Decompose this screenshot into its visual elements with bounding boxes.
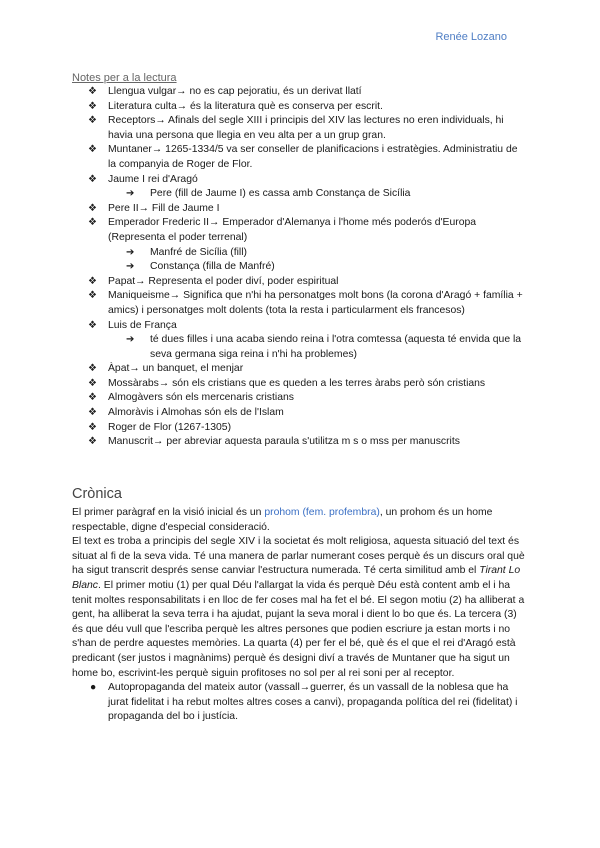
- diamond-bullet-icon: ❖: [88, 421, 97, 433]
- diamond-bullet-icon: ❖: [88, 392, 97, 404]
- cronica-body: [72, 506, 530, 725]
- diamond-bullet-icon: ❖: [88, 100, 97, 112]
- note-item: ❖ Receptors→ Afinals del segle XIII i principis del XIV las lectures no eren individuals, hi havia una persona que llegia en veu alta per a un grup gran.: [88, 115, 504, 141]
- note-subitems: [108, 333, 528, 362]
- diamond-bullet-icon: ❖: [88, 319, 97, 331]
- diamond-bullet-icon: ❖: [88, 86, 97, 97]
- diamond-bullet-icon: ❖: [88, 290, 97, 302]
- notes-title: Notes per a la lectura: [72, 72, 177, 84]
- diamond-bullet-icon: ❖: [88, 202, 97, 214]
- note-item: ❖ Roger de Flor (1267-1305): [88, 421, 528, 436]
- diamond-bullet-icon: ❖: [88, 377, 97, 389]
- note-item: ❖ Mossàrabs→ són els cristians que es queden a les terres àrabs però són cristians: [88, 377, 528, 392]
- note-item: ❖ Jaume I rei d'Aragó ➔ Pere (fill de Jaume I) es cassa amb Constança de Sicília: [88, 173, 528, 202]
- note-item: ❖ Manuscrit→ per abreviar aquesta paraula s'utilitza m s o mss per manuscrits: [88, 435, 528, 450]
- diamond-bullet-icon: ❖: [88, 115, 97, 127]
- note-item: ❖ Pere II→ Fill de Jaume I: [88, 202, 528, 217]
- notes-list: [88, 85, 528, 450]
- paragraph-2: El text es troba a principis del segle XIV i la societat és molt religiosa, aquesta situació del text és situat al fi de la seva vida. Té una manera de parlar numerant coses perquè és un discurs oral què ha sigut transcrit després sense canviar l'estructura numerada. Té certa similitud amb el Tirant Lo Blanc. El primer motiu (1) per qual Déu l'allargat la vida és perquè Déu està content amb el i ha tenit moltes responsabilitats i en lloc de fer coses mal ha fet el bé. El segon motiu (2) ha alliberat a gent, ha alliberat la seva terra i ha ajudat, pujant la seva moral i dient lo bo que és. La tercera (3) és que déu vull que l'escriba perquè les altres persones que podien escriure ja estan morts i no s'han de perdre aquestes memòries. La quarta (4) per fer el bé, què és el que el rei d'Aragó està predicant (ser justos i magnànims) perquè és designi diví a través de Muntaner que ha sigut un home bo, escrivint-les perquè siguin profitoses no sol per al rei soni per al receptor.: [72, 536, 525, 679]
- note-item: ❖ Emperador Frederic II→ Emperador d'Alemanya i l'home més poderós d'Europa (Representa el poder terrenal) ➔ Manfré de Sicília (fill) ➔ Constança (filla de Manfré): [88, 216, 528, 274]
- section-title-cronica: Crònica: [72, 486, 122, 502]
- cronica-bullets: [72, 681, 530, 725]
- note-subitems: [108, 187, 528, 202]
- note-subitem: ➔ Manfré de Sicília (fill): [108, 246, 528, 261]
- diamond-bullet-icon: ❖: [88, 217, 97, 229]
- arrow-bullet-icon: ➔: [126, 261, 135, 273]
- note-item: ❖ Almoràvis i Almohas són els de l'Islam: [88, 406, 528, 421]
- diamond-bullet-icon: ❖: [88, 363, 97, 375]
- note-item: ❖ Maniqueisme→ Significa que n'hi ha personatges molt bons (la corona d'Aragó + família + amics) i personatges molt dolents (tota la resta i particularment els francesos): [88, 290, 523, 316]
- diamond-bullet-icon: ❖: [88, 407, 97, 419]
- note-subitem: ➔ té dues filles i una acaba siendo reina i l'otra comtessa (aquesta té envida que la seva germana siga reina i n'hi ha problemes): [126, 334, 522, 360]
- note-subitem: ➔ Pere (fill de Jaume I) es cassa amb Constança de Sicília: [108, 187, 528, 202]
- note-item: ❖ Àpat→ un banquet, el menjar: [88, 362, 528, 377]
- note-item: ❖ Muntaner→ 1265-1334/5 va ser conseller de planificacions i estratègies. Administratiu de la companyia de Roger de Flor.: [88, 144, 518, 170]
- note-subitems: [108, 246, 528, 275]
- arrow-bullet-icon: ➔: [126, 246, 135, 258]
- note-item: ❖ Llengua vulgar→ no es cap pejoratiu, és un derivat llatí: [88, 85, 528, 100]
- diamond-bullet-icon: ❖: [88, 275, 97, 287]
- note-item: ❖ Papat→ Representa el poder diví, poder espiritual: [88, 275, 528, 290]
- bullet-dot-icon: ●: [90, 682, 97, 694]
- prohom-link[interactable]: prohom (fem. profembra): [264, 507, 380, 518]
- list-item: ● Autopropaganda del mateix autor (vassall→guerrer, és un vassall de la noblesa que ha jurat fidelitat i ha rebut moltes altres coses a canvi), propaganda política del rei (fidelitat) i propaganda del bo i justícia.: [90, 682, 518, 723]
- note-item: ❖ Almogàvers són els mercenaris cristians: [88, 391, 528, 406]
- note-item: ❖ Literatura culta→ és la literatura què es conserva per escrit.: [88, 100, 528, 115]
- arrow-bullet-icon: ➔: [126, 188, 135, 200]
- diamond-bullet-icon: ❖: [88, 436, 97, 448]
- author-name: Renée Lozano: [435, 31, 507, 43]
- diamond-bullet-icon: ❖: [88, 144, 97, 156]
- paragraph-1: El primer paràgraf en la visió inicial és un prohom (fem. profembra), un prohom és un home respectable, digne d'especial consideració.: [72, 507, 493, 533]
- note-item: ❖ Luis de França ➔ té dues filles i una acaba siendo reina i l'otra comtessa (aquesta té envida que la seva germana siga reina i n'hi ha problemes): [88, 319, 528, 363]
- diamond-bullet-icon: ❖: [88, 173, 97, 185]
- note-subitem: ➔ Constança (filla de Manfré): [108, 260, 528, 275]
- arrow-bullet-icon: ➔: [126, 334, 135, 346]
